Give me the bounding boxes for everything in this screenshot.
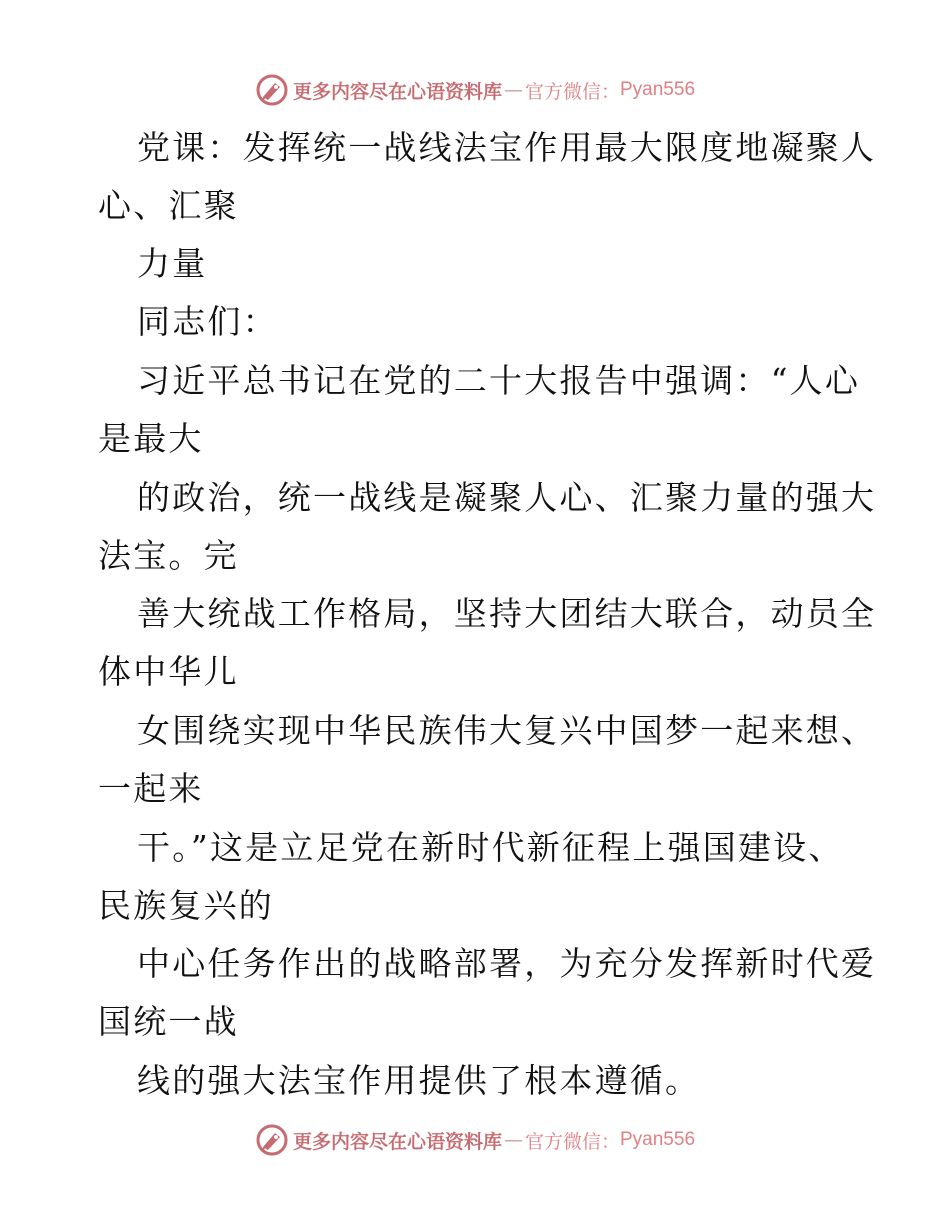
text-line: 力量 (137, 244, 208, 283)
watermark-wechat-label: 官方微信： (524, 80, 620, 103)
watermark-separator: — (503, 79, 523, 101)
text-line: 是最大 (98, 419, 204, 458)
pen-nib-logo-icon (255, 73, 289, 107)
text-line: 党课：发挥统一战线法宝作用最大限度地凝聚人 (137, 128, 877, 167)
text-line: 国统一战 (98, 1002, 239, 1041)
text-line: 体中华儿 (98, 652, 239, 691)
watermark-separator: — (503, 1129, 523, 1151)
text-line: 习近平总书记在党的二十大报告中强调：“人心 (137, 361, 861, 400)
text-line: 心、汇聚 (98, 186, 239, 225)
text-line: 一起来 (98, 769, 204, 808)
pen-nib-logo-icon (255, 1123, 289, 1157)
watermark-text: 更多内容尽在心语资料库 (292, 80, 502, 103)
header-watermark (0, 72, 950, 108)
text-line: 干。”这是立足党在新时代新征程上强国建设、 (137, 828, 844, 867)
watermark-wechat-label: 官方微信： (524, 1130, 620, 1153)
watermark-wechat-id: Pyan556 (620, 1129, 696, 1150)
watermark-wechat-id: Pyan556 (620, 79, 696, 100)
text-line: 女围绕实现中华民族伟大复兴中国梦一起来想、 (137, 711, 877, 750)
footer-watermark (0, 1122, 950, 1158)
text-line: 同志们： (137, 302, 278, 341)
text-line: 中心任务作出的战略部署，为充分发挥新时代爱 (137, 944, 877, 983)
text-line: 民族复兴的 (98, 886, 274, 925)
watermark-text: 更多内容尽在心语资料库 (292, 1130, 502, 1153)
text-line: 法宝。完 (98, 536, 239, 575)
text-line: 线的强大法宝作用提供了根本遵循。 (137, 1061, 701, 1100)
text-line: 善大统战工作格局，坚持大团结大联合，动员全 (137, 594, 877, 633)
text-line: 的政治，统一战线是凝聚人心、汇聚力量的强大 (137, 478, 877, 517)
